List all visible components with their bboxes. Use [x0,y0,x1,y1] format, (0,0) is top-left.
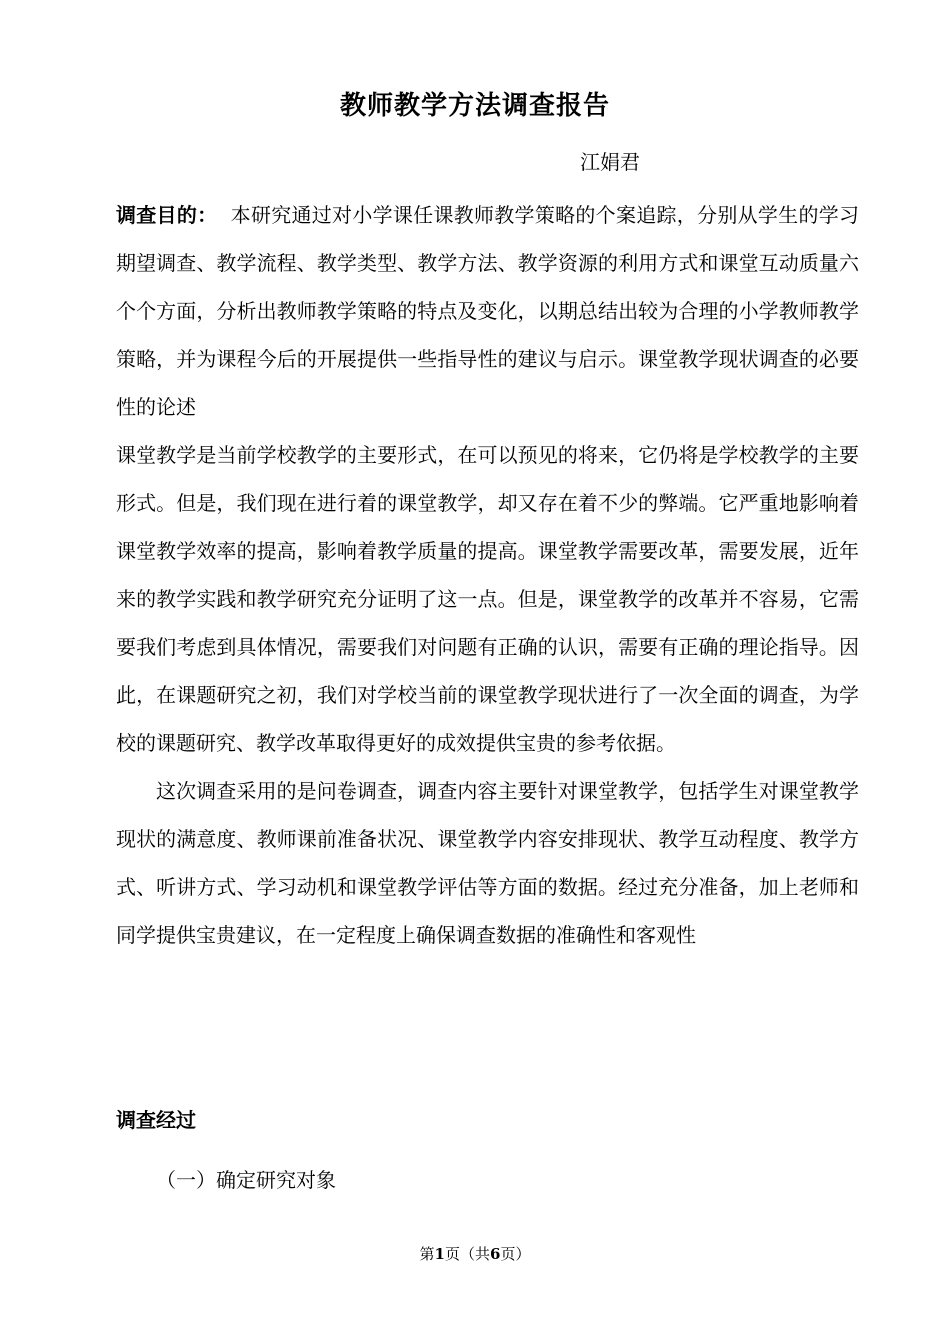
purpose-label: 调查目的： [116,203,218,227]
section-heading: 调查经过 [116,1108,196,1132]
document-title: 教师教学方法调查报告 [339,91,610,121]
footer-page-number: 1 [434,1245,445,1263]
subsection-heading: （一）确定研究对象 [156,1168,336,1192]
page-footer [0,1244,950,1264]
footer-suffix: 页） [500,1245,531,1263]
footer-prefix: 第 [419,1245,435,1263]
paragraph-necessity: 课堂教学是当前学校教学的主要形式，在可以预见的将来，它仍将是学校教学的主要形式。但是，我们现在进行着的课堂教学，却又存在着不少的弊端。它严重地影响着课堂教学效率的提高，影响着教学质量的提高。课堂教学需要改革，需要发展，近年来的教学实践和教学研究充分证明了这一点。但是，课堂教学的改革并不容易，它需要我们考虑到具体情况，需要我们对问题有正确的认识，需要有正确的理论指导。因此，在课题研究之初，我们对学校当前的课堂教学现状进行了一次全面的调查，为学校的课题研究、教学改革取得更好的成效提供宝贵的参考依据。 [116,443,859,755]
paragraph-method: 这次调查采用的是问卷调查，调查内容主要针对课堂教学，包括学生对课堂教学现状的满意度、教师课前准备状况、课堂教学内容安排现状、教学互动程度、教学方式、听讲方式、学习动机和课堂教学评估等方面的数据。经过充分准备，加上老师和同学提供宝贵建议，在一定程度上确保调查数据的准确性和客观性 [116,779,859,947]
purpose-text: 本研究通过对小学课任课教师教学策略的个案追踪，分别从学生的学习期望调查、教学流程、教学类型、教学方法、教学资源的利用方式和课堂互动质量六个个方面，分析出教师教学策略的特点及变化，以期总结出较为合理的小学教师教学策略，并为课程今后的开展提供一些指导性的建议与启示。课堂教学现状调查的必要性的论述 [116,203,860,419]
author-name: 江娟君 [580,150,640,174]
document-body [116,191,859,959]
footer-total-pages: 6 [490,1245,501,1263]
purpose-paragraph [116,191,859,431]
footer-middle: 页（共 [444,1245,490,1263]
